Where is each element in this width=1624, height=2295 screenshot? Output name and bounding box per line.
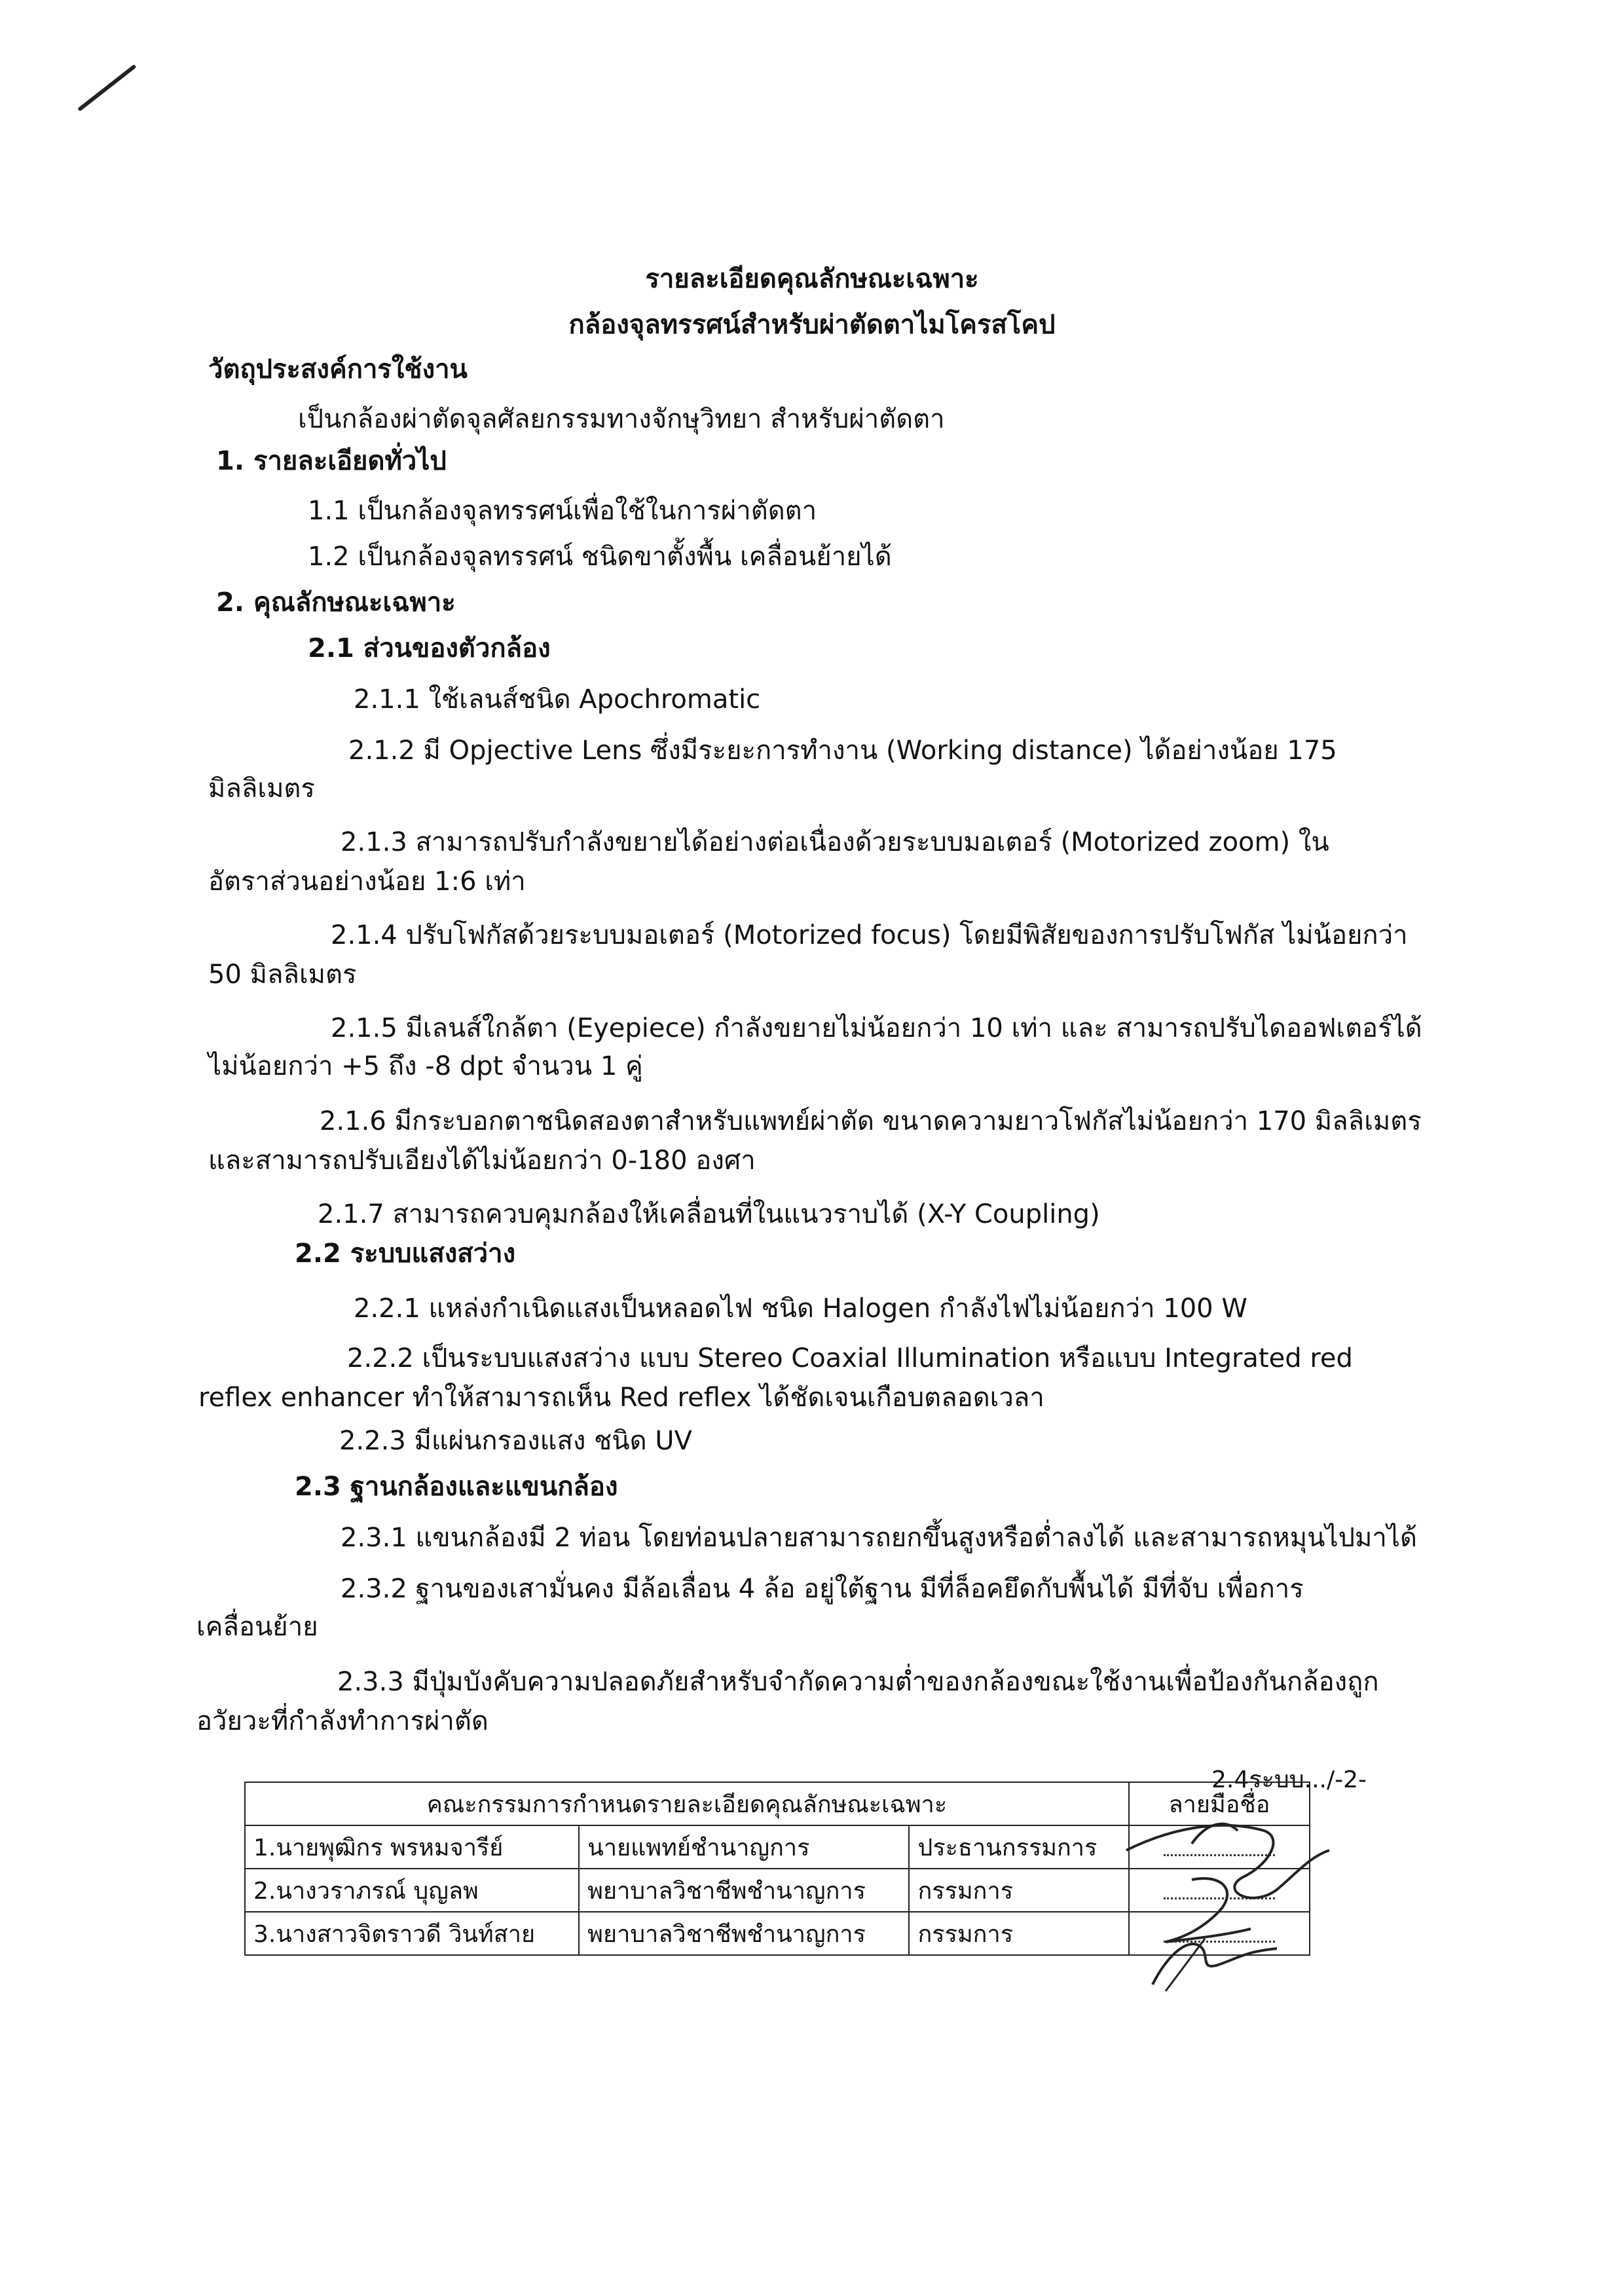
item-2-3-2-line2: เคลื่อนย้าย <box>196 1612 318 1642</box>
doc-title-line2: กล้องจุลทรรศน์สำหรับผ่าตัดตาไมโครสโคป <box>568 310 1056 340</box>
member-position: นายแพทย์ชำนาญการ <box>579 1825 909 1869</box>
pen-mark <box>77 64 136 111</box>
item-2-1-6-line2: และสามารถปรับเอียงได้ไม่น้อยกว่า 0-180 องศา <box>208 1146 756 1176</box>
item-2-1-2-line2: มิลลิเมตร <box>208 774 315 804</box>
member-role: กรรมการ <box>909 1912 1129 1955</box>
member-position: พยาบาลวิชาชีพชำนาญการ <box>579 1869 909 1912</box>
member-position: พยาบาลวิชาชีพชำนาญการ <box>579 1912 909 1955</box>
item-2-1-3-line2: อัตราส่วนอย่างน้อย 1:6 เท่า <box>208 867 526 897</box>
item-2-1-4-line1: 2.1.4 ปรับโฟกัสด้วยระบบมอเตอร์ (Motorized focus) โดยมีพิสัยของการปรับโฟกัส ไม่น้อยกว่า <box>331 920 1408 950</box>
purpose-text: เป็นกล้องผ่าตัดจุลศัลยกรรมทางจักษุวิทยา สำหรับผ่าตัดตา <box>298 404 945 434</box>
handwritten-signature-3 <box>1126 1919 1323 1998</box>
item-2-1-1: 2.1.1 ใช้เลนส์ชนิด Apochromatic <box>354 684 761 715</box>
section-1-heading: 1. รายละเอียดทั่วไป <box>216 446 447 476</box>
item-2-3-3-line1: 2.3.3 มีปุ่มบังคับความปลอดภัยสำหรับจำกัดความต่ำของกล้องขณะใช้งานเพื่อป้องกันกล้องถูก <box>337 1667 1379 1697</box>
item-2-1-5-line2: ไม่น้อยกว่า +5 ถึง -8 dpt จำนวน 1 คู่ <box>208 1051 643 1081</box>
member-role: ประธานกรรมการ <box>909 1825 1129 1869</box>
member-name: 3.นางสาวจิตราวดี วินท์สาย <box>245 1912 579 1955</box>
member-name: 1.นายพุฒิกร พรหมจารีย์ <box>245 1825 579 1869</box>
item-1-1: 1.1 เป็นกล้องจุลทรรศน์เพื่อใช้ในการผ่าตัดตา <box>308 496 817 526</box>
item-2-1-6-line1: 2.1.6 มีกระบอกตาชนิดสองตาสำหรับแพทย์ผ่าตัด ขนาดความยาวโฟกัสไม่น้อยกว่า 170 มิลลิเมตร <box>320 1106 1422 1136</box>
item-2-1-4-line2: 50 มิลลิเมตร <box>208 960 357 990</box>
item-2-3-3-line2: อวัยวะที่กำลังทำการผ่าตัด <box>196 1706 489 1736</box>
item-2-1-3-line1: 2.1.3 สามารถปรับกำลังขยายได้อย่างต่อเนื่องด้วยระบบมอเตอร์ (Motorized zoom) ใน <box>341 827 1329 857</box>
signature-header: ลายมือชื่อ <box>1129 1782 1310 1825</box>
doc-title-line1: รายละเอียดคุณลักษณะเฉพาะ <box>645 264 979 294</box>
section-2-heading: 2. คุณลักษณะเฉพาะ <box>216 588 456 618</box>
item-2-2-1: 2.2.1 แหล่งกำเนิดแสงเป็นหลอดไฟ ชนิด Halogen กำลังไฟไม่น้อยกว่า 100 W <box>354 1294 1247 1324</box>
section-2-1-heading: 2.1 ส่วนของตัวกล้อง <box>308 633 551 663</box>
item-2-3-1: 2.3.1 แขนกล้องมี 2 ท่อน โดยท่อนปลายสามารถยกขึ้นสูงหรือต่ำลงได้ และสามารถหมุนไปมาได้ <box>341 1523 1417 1553</box>
section-2-3-heading: 2.3 ฐานกล้องและแขนกล้อง <box>295 1472 618 1502</box>
item-2-1-5-line1: 2.1.5 มีเลนส์ใกล้ตา (Eyepiece) กำลังขยายไม่น้อยกว่า 10 เท่า และ สามารถปรับไดออฟเตอร์ได้ <box>331 1013 1422 1043</box>
next-page-note: 2.4ระบบ.../-2- <box>1211 1766 1367 1793</box>
item-2-1-7: 2.1.7 สามารถควบคุมกล้องให้เคลื่อนที่ในแนวราบได้ (X-Y Coupling) <box>318 1199 1100 1229</box>
committee-header: คณะกรรมการกำหนดรายละเอียดคุณลักษณะเฉพาะ <box>245 1782 1129 1825</box>
purpose-heading: วัตถุประสงค์การใช้งาน <box>208 354 468 384</box>
member-role: กรรมการ <box>909 1869 1129 1912</box>
item-2-1-2-line1: 2.1.2 มี Opjective Lens ซึ่งมีระยะการทำงาน (Working distance) ได้อย่างน้อย 175 <box>348 736 1337 766</box>
member-name: 2.นางวราภรณ์ บุญลพ <box>245 1869 579 1912</box>
item-2-2-3: 2.2.3 มีแผ่นกรองแสง ชนิด UV <box>339 1426 692 1456</box>
item-2-3-2-line1: 2.3.2 ฐานของเสามั่นคง มีล้อเลื่อน 4 ล้อ อยู่ใต้ฐาน มีที่ล็อคยึดกับพื้นได้ มีที่จับ เพื่อการ <box>341 1574 1304 1604</box>
item-1-2: 1.2 เป็นกล้องจุลทรรศน์ ชนิดขาตั้งพื้น เคลื่อนย้ายได้ <box>308 542 892 572</box>
section-2-2-heading: 2.2 ระบบแสงสว่าง <box>295 1239 516 1269</box>
item-2-2-2-line1: 2.2.2 เป็นระบบแสงสว่าง แบบ Stereo Coaxial Illumination หรือแบบ Integrated red <box>347 1343 1353 1373</box>
item-2-2-2-line2: reflex enhancer ทำให้สามารถเห็น Red reflex ได้ชัดเจนเกือบตลอดเวลา <box>198 1383 1044 1413</box>
